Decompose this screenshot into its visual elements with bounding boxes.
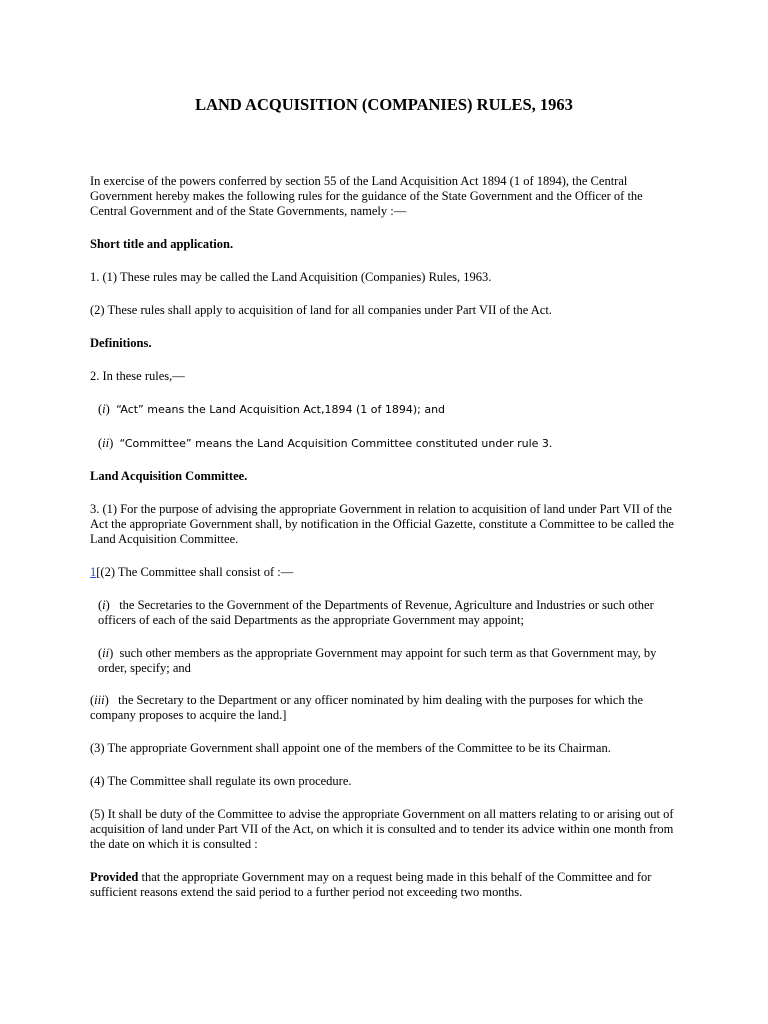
proviso-keyword: Provided [90,870,139,884]
rule-2-intro: 2. In these rules,— [90,369,185,383]
rule-1-1: 1. (1) These rules may be called the Land Acquisition (Companies) Rules, 1963. [90,270,492,284]
committee-item-i: (i) the Secretaries to the Government of the Departments of Revenue, Agriculture and Industries or such other officers of each of the said Departments as the appropriate Government may appoint; [98,598,654,627]
item-i-text: the Secretaries to the Government of the Departments of Revenue, Agriculture and Industries or such other officers of each of the said Departments as the appropriate Government may appoint; [98,598,654,627]
item-i-marker: i [102,598,106,612]
rule-3-2-intro [90,565,680,580]
item-iii-marker: iii [94,693,105,707]
heading-definitions: Definitions. [90,336,152,350]
item-ii-text: such other members as the appropriate Government may appoint for such term as that Government may, by order, specify; and [98,646,657,675]
committee-item-ii: (ii) such other members as the appropriate Government may appoint for such term as that Government may, by order, specify; and [98,646,657,675]
item-ii-marker: ii [102,646,110,660]
preamble-paragraph: In exercise of the powers conferred by section 55 of the Land Acquisition Act 1894 (1 of 1894), the Central Government hereby makes the following rules for the guidance of the State Government and the Officer of the Central Government and of the State Governments, namely :— [90,174,643,218]
rule-3-1: 3. (1) For the purpose of advising the appropriate Government in relation to acquisition of land under Part VII of the Act the appropriate Government shall, by notification in the Official Gazette, constitute a Committee to be called the Land Acquisition Committee. [90,502,674,546]
item-iii-text: the Secretary to the Department or any officer nominated by him dealing with the purposes for which the company proposes to acquire the land.] [90,693,644,722]
proviso-paragraph [90,870,680,900]
rule-3-2-text: [(2) The Committee shall consist of :— [96,565,294,579]
page-title: LAND ACQUISITION (COMPANIES) RULES, 1963 [195,95,573,114]
heading-short-title: Short title and application. [90,237,234,251]
footnote-link[interactable]: 1 [90,565,97,579]
proviso-text: that the appropriate Government may on a request being made in this behalf of the Committee and for sufficient reasons extend the said period to a further period not exceeding two months. [90,870,652,899]
rule-3-3: (3) The appropriate Government shall appoint one of the members of the Committee to be its Chairman. [90,741,611,755]
rule-3-5: (5) It shall be duty of the Committee to advise the appropriate Government on all matters relating to or arising out of acquisition of land under Part VII of the Act, on which it is consulted and to tender its advice within one month from the date on which it is consulted : [90,807,674,851]
definition-i-text: “Act” means the Land Acquisition Act,1894 (1 of 1894); and [116,403,446,416]
heading-committee: Land Acquisition Committee. [90,469,248,483]
rule-1-2: (2) These rules shall apply to acquisition of land for all companies under Part VII of the Act. [90,303,552,317]
definition-i: (i) “Act” means the Land Acquisition Act,1894 (1 of 1894); and [98,402,446,416]
definition-ii-text: “Committee” means the Land Acquisition Committee constituted under rule 3. [119,437,553,450]
committee-item-iii: (iii) the Secretary to the Department or any officer nominated by him dealing with the purposes for which the company proposes to acquire the land.] [90,693,644,722]
definition-ii-marker: ii [102,436,110,450]
definition-i-marker: i [102,402,106,416]
definition-ii: (ii) “Committee” means the Land Acquisition Committee constituted under rule 3. [98,436,553,450]
rule-3-4: (4) The Committee shall regulate its own procedure. [90,774,352,788]
